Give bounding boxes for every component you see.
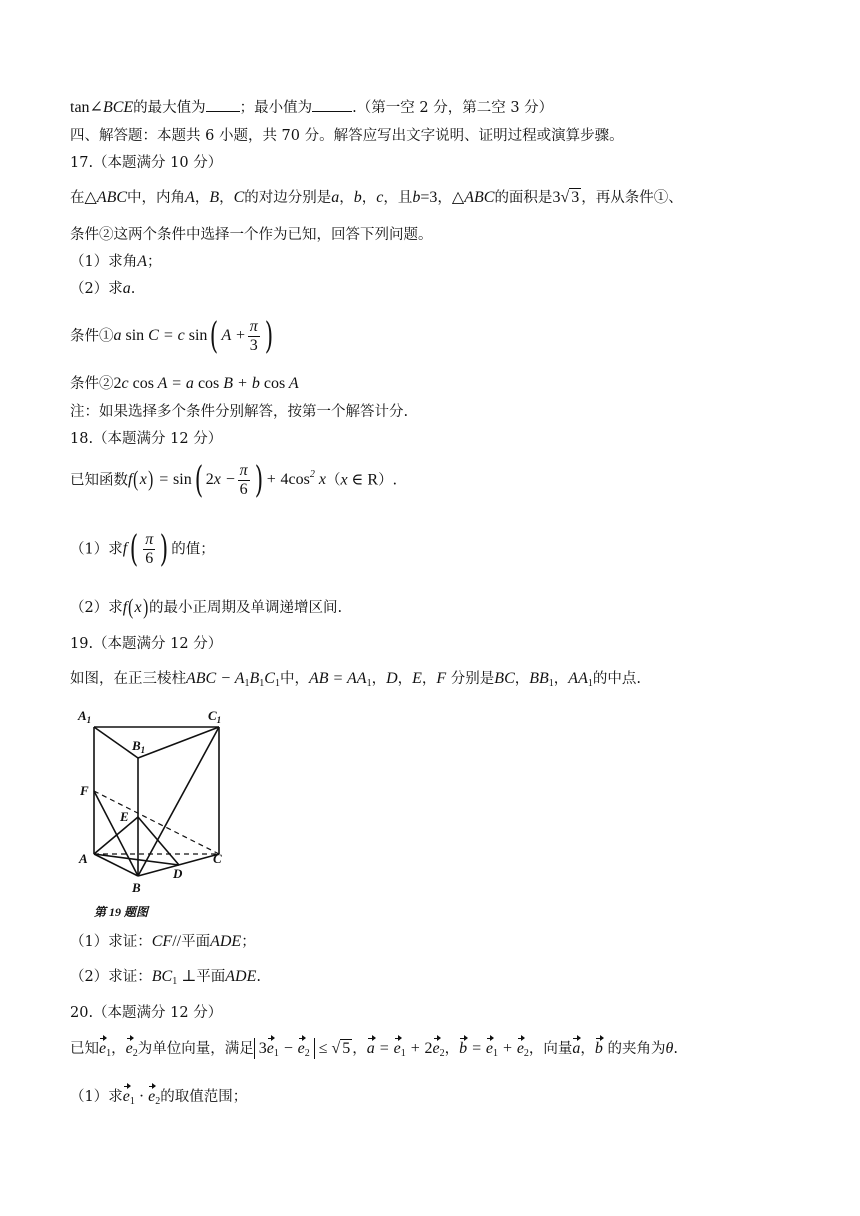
math-vec-b: b	[594, 1040, 603, 1057]
q20-part1-text: （1）求	[70, 1089, 123, 1105]
q17-stem-a: 在	[70, 190, 85, 206]
q17-stem-b: 中，内角	[127, 190, 186, 206]
q20-stem-c: ，向量	[528, 1041, 573, 1057]
q20-stem-b: 为单位向量，满足	[137, 1041, 254, 1057]
q19-part1-tail: 平面	[181, 934, 211, 950]
q19-part2: （2）求证：$BC_1$ ⊥平面ADE.	[70, 968, 261, 987]
math-condition-2: 2c cos A = a cos B + b cos A	[113, 375, 299, 392]
label-b1: $B_1$	[132, 738, 146, 755]
answer-blank-2[interactable]	[312, 99, 352, 112]
q18-header: 18.（本题满分 12 分）	[70, 431, 223, 447]
q18-stem-text: 已知函数	[70, 472, 128, 489]
cond1-label: 条件①	[70, 328, 114, 345]
q17-part1-text: （1）求角	[70, 254, 138, 270]
q18-part2	[70, 594, 343, 619]
label-e: E	[120, 809, 129, 824]
math-ab-eq-aa1: AB = $AA_1$	[308, 670, 372, 689]
q19-stem: 如图，在正三棱柱ABC − $A_1B_1C_1$中，AB = $AA_1$，D，E，F 分别是BC，$BB_1$，$AA_1$的中点.	[70, 670, 641, 689]
math-angles: A	[185, 189, 195, 206]
q16-text-max: 的最大值为	[133, 100, 206, 116]
math-e1-dot-e2: $e_1 \cdot e_2$	[122, 1088, 161, 1107]
q19-stem-c: 分别是	[450, 671, 495, 687]
q19-part1: （1）求证：CF//平面ADE；	[70, 933, 256, 950]
q17-note: 注：如果选择多个条件分别解答，按第一个解答计分.	[70, 404, 409, 420]
math-f-pi-6: f( $\frac{\pi}{6}$ )	[122, 528, 169, 570]
math-prism: ABC − $A_1B_1C_1$	[186, 670, 280, 689]
math-f-x: f(x)	[122, 594, 148, 619]
label-b: B	[132, 880, 141, 895]
q17-header: 17.（本题满分 10 分）	[70, 155, 223, 171]
q19-stem-a: 如图，在正三棱柱	[70, 671, 186, 687]
q20-part1	[70, 1088, 247, 1111]
q17-stem-f: 的面积是	[494, 190, 553, 206]
q17-part2-text: （2）求	[70, 281, 123, 297]
q17-part2: （2）求a.	[70, 280, 136, 297]
math-tan-bce: tan∠BCE	[70, 99, 134, 116]
q19-part2-tail: 平面	[196, 969, 226, 985]
cond2-label: 条件②	[70, 376, 114, 392]
q16-score: .（第一空 2 分，第二空 3 分）	[352, 100, 554, 116]
q18-part1	[70, 528, 215, 570]
q20-part1-tail: 的取值范围；	[160, 1089, 248, 1105]
math-segments: BC	[494, 670, 515, 687]
math-vec-a: a	[572, 1040, 581, 1057]
q17-stem-g: ，再从条件①、	[581, 190, 683, 206]
math-abs-condition: $3e_1 - e_2$ ≤ √ 5	[254, 1038, 353, 1059]
figure-caption: 第 19 题图	[94, 905, 149, 919]
q18-part1-tail: 的值；	[171, 541, 215, 558]
q18-stem-tail: （	[325, 472, 341, 489]
math-area-value: 3√ 3	[552, 189, 580, 206]
label-f: F	[80, 783, 89, 798]
math-e1-e2: $e_1$	[99, 1040, 112, 1059]
math-side-a: a	[122, 280, 131, 297]
math-cf-parallel: CF//	[151, 933, 182, 950]
q19-stem-b: 中，	[279, 671, 309, 687]
answer-blank-1[interactable]	[206, 99, 240, 112]
label-a1: $A_1$	[78, 708, 92, 725]
section-4-heading: 四、解答题：本题共 6 小题，共 70 分。解答应写出文字说明、证明过程或演算步骤。	[70, 128, 624, 144]
q17-stem-c: 的对边分别是	[244, 190, 332, 206]
q18-stem-end: ）.	[378, 472, 398, 489]
q19-stem-d: 的中点.	[592, 671, 641, 687]
math-bc1-perp: $BC_1$ ⊥	[151, 968, 197, 987]
q17-stem-d: ，且	[383, 190, 413, 206]
math-triangle-abc-2: △ABC	[451, 189, 495, 206]
math-condition-1: a sin C = c sin( A + $\frac{\pi}{3}$ )	[113, 315, 274, 357]
q20-stem: 已知$e_1$，$e_2$为单位向量，满足 $3e_1 - e_2$ ≤ √ 5 ，$a = e_1 + 2e_2$，$b = e_1 + e_2$，向量a，b 的夹角为θ.	[70, 1040, 678, 1059]
math-function-def: f(x) = sin( 2x − $\frac{\pi}{6}$ ) + $4\cos^2$ x	[128, 459, 326, 501]
q19-part1-text: （1）求证：	[70, 934, 152, 950]
math-plane-ade: ADE	[210, 933, 242, 950]
q17-condition-1	[70, 315, 276, 357]
q20-stem-d: 的夹角为	[607, 1041, 666, 1057]
math-angle-a: A	[137, 253, 148, 270]
q17-stem-line1: 在△ABC中，内角A，B，C的对边分别是a，b，c，且b=3，△ABC的面积是3√ 3 ，再从条件①、	[70, 189, 683, 206]
q19-header: 19.（本题满分 12 分）	[70, 636, 223, 652]
math-b-equals-3: b=3	[412, 189, 438, 206]
q18-part2-tail: 的最小正周期及单调递增区间.	[148, 600, 343, 616]
q17-stem-line2: 条件②这两个条件中选择一个作为已知，回答下列问题。	[70, 227, 433, 243]
q16-text-min: ；最小值为	[239, 100, 313, 116]
q20-stem-a: 已知	[70, 1041, 99, 1057]
q18-stem	[70, 459, 398, 501]
q20-header: 20.（本题满分 12 分）	[70, 1005, 223, 1021]
label-d: D	[173, 866, 183, 881]
q17-part1: （1）求角A；	[70, 253, 162, 270]
math-vec-a-def: $a = e_1 + 2e_2$	[366, 1040, 445, 1059]
label-c: C	[213, 851, 222, 866]
label-c1: $C_1$	[208, 708, 222, 725]
q17-condition-2	[70, 375, 299, 393]
math-theta: θ	[665, 1040, 674, 1057]
q17-stem-e: ，	[437, 190, 452, 206]
label-a: A	[79, 851, 88, 866]
math-x-in-r: x ∈ R	[340, 471, 379, 489]
math-plane-ade-2: ADE	[225, 968, 257, 985]
prism-figure	[76, 706, 246, 926]
q18-part1-text: （1）求	[70, 541, 123, 558]
math-vec-b-def: $b = e_1 + e_2$	[459, 1040, 529, 1059]
math-sides: a	[331, 189, 340, 206]
q16-tail-line	[70, 99, 553, 117]
q18-part2-text: （2）求	[70, 600, 123, 616]
math-triangle-abc: △ABC	[84, 189, 128, 206]
q19-part2-text: （2）求证：	[70, 969, 152, 985]
math-points-def: D	[386, 670, 398, 687]
